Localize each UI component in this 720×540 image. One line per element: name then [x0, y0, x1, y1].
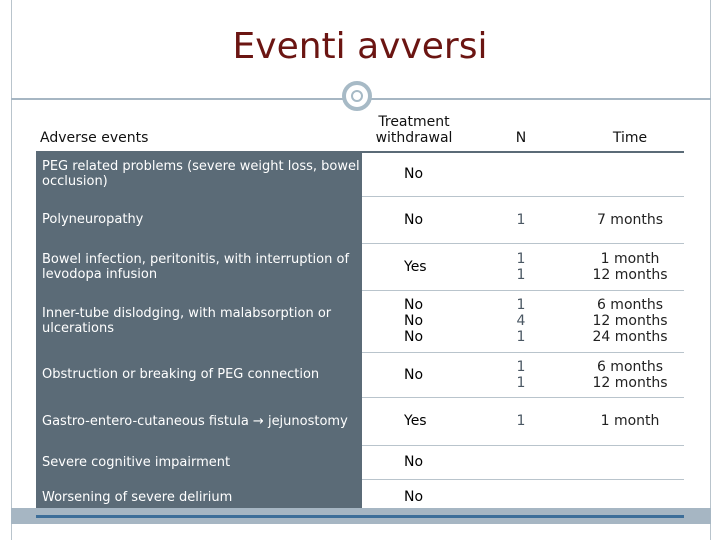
withdrawal-cell	[404, 352, 484, 397]
table-row	[36, 445, 684, 480]
count-value: 1	[516, 211, 526, 228]
withdrawal-value: No	[404, 454, 424, 470]
time-cell	[584, 243, 676, 290]
count-value: 4	[516, 313, 526, 329]
withdrawal-value: No	[404, 166, 424, 182]
count-cell	[506, 152, 536, 196]
count-cell	[506, 445, 536, 479]
adverse-event-label: Obstruction or breaking of PEG connection	[42, 367, 320, 382]
time-value: 24 months	[592, 329, 668, 345]
table-row	[36, 290, 684, 353]
table-row	[36, 152, 684, 197]
withdrawal-cell	[404, 243, 484, 290]
count-cell	[506, 196, 536, 243]
count-value: 1	[516, 250, 526, 267]
count-cell	[506, 243, 536, 290]
withdrawal-cell	[404, 445, 484, 479]
adverse-event-label: Polyneuropathy	[42, 212, 144, 227]
adverse-event-label: Worsening of severe delirium	[42, 489, 233, 505]
time-value: 1 month	[600, 250, 660, 267]
count-value: 1	[516, 413, 526, 429]
count-cell	[506, 290, 536, 352]
adverse-event-cell	[36, 445, 362, 479]
withdrawal-value: No	[404, 366, 424, 383]
withdrawal-cell	[404, 290, 484, 352]
withdrawal-cell	[404, 397, 484, 445]
adverse-event-label: Severe cognitive impairment	[42, 454, 231, 470]
time-value: 1 month	[600, 413, 660, 429]
time-cell	[584, 152, 676, 196]
time-value: 7 months	[596, 211, 664, 228]
time-cell	[584, 196, 676, 243]
table-row	[36, 352, 684, 398]
time-value: 6 months	[596, 358, 664, 375]
adverse-event-cell	[36, 397, 362, 445]
time-value: 12 months	[592, 374, 668, 391]
time-cell	[584, 290, 676, 352]
table-row	[36, 196, 684, 244]
time-value: 12 months	[592, 266, 668, 283]
time-cell	[584, 397, 676, 445]
withdrawal-value: Yes	[404, 258, 427, 275]
slide-title: Eventi avversi	[232, 26, 488, 67]
withdrawal-value: No	[404, 489, 424, 505]
table-row	[36, 397, 684, 446]
adverse-event-label: PEG related problems (severe weight loss, bowel occlusion)	[42, 159, 360, 189]
adverse-event-cell	[36, 152, 362, 196]
time-value: 12 months	[592, 313, 668, 329]
withdrawal-value: No	[404, 313, 424, 329]
adverse-event-cell	[36, 196, 362, 243]
adverse-event-cell	[36, 290, 362, 352]
table-bottom-border	[36, 515, 684, 518]
count-value: 1	[516, 266, 526, 283]
time-value: 6 months	[596, 297, 664, 313]
withdrawal-value: Yes	[404, 413, 427, 429]
count-value: 1	[516, 329, 526, 345]
withdrawal-cell	[404, 196, 484, 243]
withdrawal-value: No	[404, 329, 424, 345]
count-value: 1	[516, 374, 526, 391]
header-adverse-events: Adverse events	[40, 130, 149, 146]
adverse-event-label: Inner-tube dislodging, with malabsorption or ulcerations	[42, 306, 332, 336]
table-row	[36, 243, 684, 291]
header-treatment-line1: Treatment	[378, 114, 450, 130]
count-value: 1	[516, 297, 526, 313]
count-cell	[506, 352, 536, 397]
withdrawal-cell	[404, 152, 484, 196]
time-cell	[584, 352, 676, 397]
count-value: 1	[516, 358, 526, 375]
withdrawal-value: No	[404, 211, 424, 228]
adverse-event-cell	[36, 243, 362, 290]
header-time: Time	[612, 130, 648, 146]
adverse-event-label: Bowel infection, peritonitis, with interruption of levodopa infusion	[42, 251, 350, 282]
header-treatment-withdrawal	[362, 114, 466, 146]
header-n: N	[515, 130, 527, 146]
adverse-event-cell	[36, 352, 362, 397]
time-cell	[584, 445, 676, 479]
ring-ornament-icon	[342, 81, 372, 111]
count-cell	[506, 397, 536, 445]
header-treatment-line2: withdrawal	[375, 130, 453, 146]
withdrawal-value: No	[404, 297, 424, 313]
adverse-event-label: Gastro-entero-cutaneous fistula → jejunostomy	[42, 413, 348, 429]
